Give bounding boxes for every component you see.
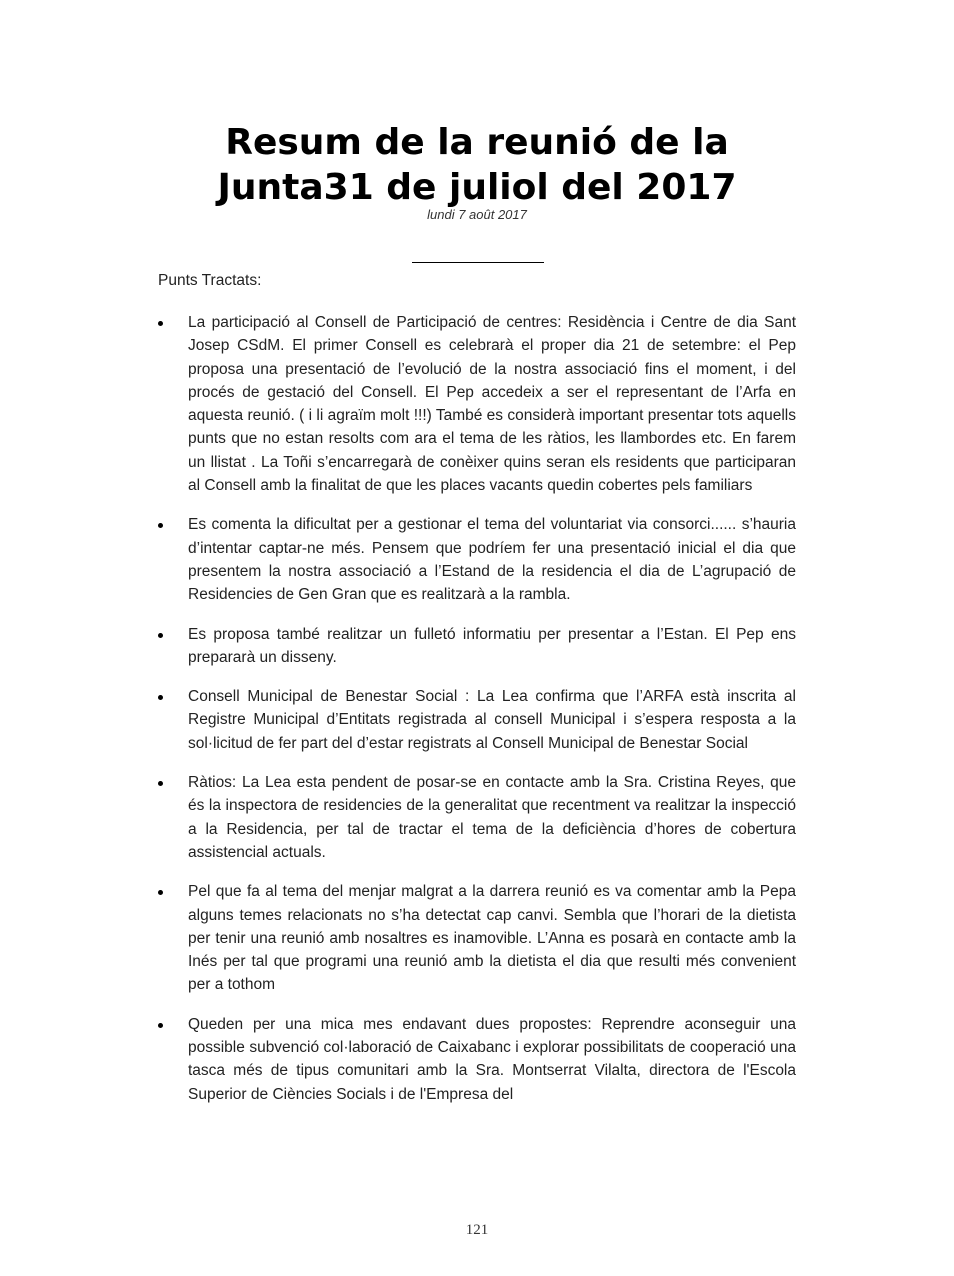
bullet-icon xyxy=(158,781,163,786)
title-line-2: Junta31 de juliol del 2017 xyxy=(217,167,737,208)
list-item xyxy=(158,311,796,497)
list-item-text: La participació al Consell de Participació de centres: Residència i Centre de dia Sant Josep CSdM. El primer Consell es celebrarà el proper dia 21 de setembre: el Pep proposa una presentació de l’evolució de la nostra associació fins el moment, i del procés de gestació del Consell. El Pep accedeix a ser el representant de l’Arfa en aquesta reunió. ( i li agraïm molt !!!) També es considerà important presentar tots aquells punts que no estan resolts com ara el tema de les ràtios, les llambordes etc. En farem un llistat . La Toñi s’encarregarà de conèixer quins seran els residents que participaran al Consell amb la finalitat de que les places vacants quedin cobertes pels familiars xyxy=(188,314,796,495)
intro-heading: Punts Tractats: xyxy=(158,272,262,289)
bullet-icon xyxy=(158,1023,163,1028)
list-item xyxy=(158,1013,796,1106)
list-item-text: Consell Municipal de Benestar Social : La Lea confirma que l’ARFA està inscrita al Registre Municipal d’Entitats registrada al consell Municipal i s’espera resposta a la sol·licitud de fer part del d’estar registrats al Consell Municipal de Benestar Social xyxy=(188,688,796,752)
title-line-1: Resum de la reunió de la xyxy=(225,122,729,163)
list-item xyxy=(158,623,796,670)
list-item-text: Es proposa també realitzar un fulletó informatiu per presentar a l’Estan. El Pep ens prepararà un disseny. xyxy=(188,625,796,666)
bullet-icon xyxy=(158,321,163,326)
list-item xyxy=(158,880,796,996)
list-item-text: Pel que fa al tema del menjar malgrat a la darrera reunió es va comentar amb la Pepa alguns temes relacionats no s’ha detectat cap canvi. Sembla que l’horari de la dietista per tenir una reunió amb nosaltres es inamovible. L’Anna es posarà en contacte amb la Inés per tal que programi una reunió amb la dietista el dia que resulti més convenient per a tothom xyxy=(188,883,796,994)
list-item xyxy=(158,771,796,864)
list-item xyxy=(158,513,796,606)
bullet-icon xyxy=(158,633,163,638)
page-number: 121 xyxy=(465,1222,489,1238)
topics-list xyxy=(158,311,796,1122)
title-divider xyxy=(412,262,544,263)
document-date: lundi 7 août 2017 xyxy=(427,207,527,222)
bullet-icon xyxy=(158,890,163,895)
list-item-text: Es comenta la dificultat per a gestionar el tema del voluntariat via consorci...... s’hauria d’intentar captar-ne més. Pensem que podríem fer una presentació inicial el dia que presentem la nostra associació a l’Estand de la residencia el dia de L’agrupació de Residencies de Gen Gran que es realitzarà a la rambla. xyxy=(188,516,796,604)
bullet-icon xyxy=(158,695,163,700)
list-item-text: Queden per una mica mes endavant dues propostes: Reprendre aconseguir una possible subvenció col·laboració de Caixabanc i explorar possibilitats de cooperació una tasca més de tipus comunitari amb la Sra. Montserrat Vilalta, directora de l'Escola Superior de Ciències Socials i de l'Empresa del xyxy=(188,1015,796,1103)
list-item xyxy=(158,685,796,755)
bullet-icon xyxy=(158,523,163,528)
page-title xyxy=(150,120,804,210)
list-item-text: Ràtios: La Lea esta pendent de posar-se en contacte amb la Sra. Cristina Reyes, que és la inspectora de residencies de la generalitat que recentment va realitzar la inspecció a la Residencia, per tal de tractar el tema de la deficiència d’hores de cobertura assistencial actuals. xyxy=(188,774,796,861)
